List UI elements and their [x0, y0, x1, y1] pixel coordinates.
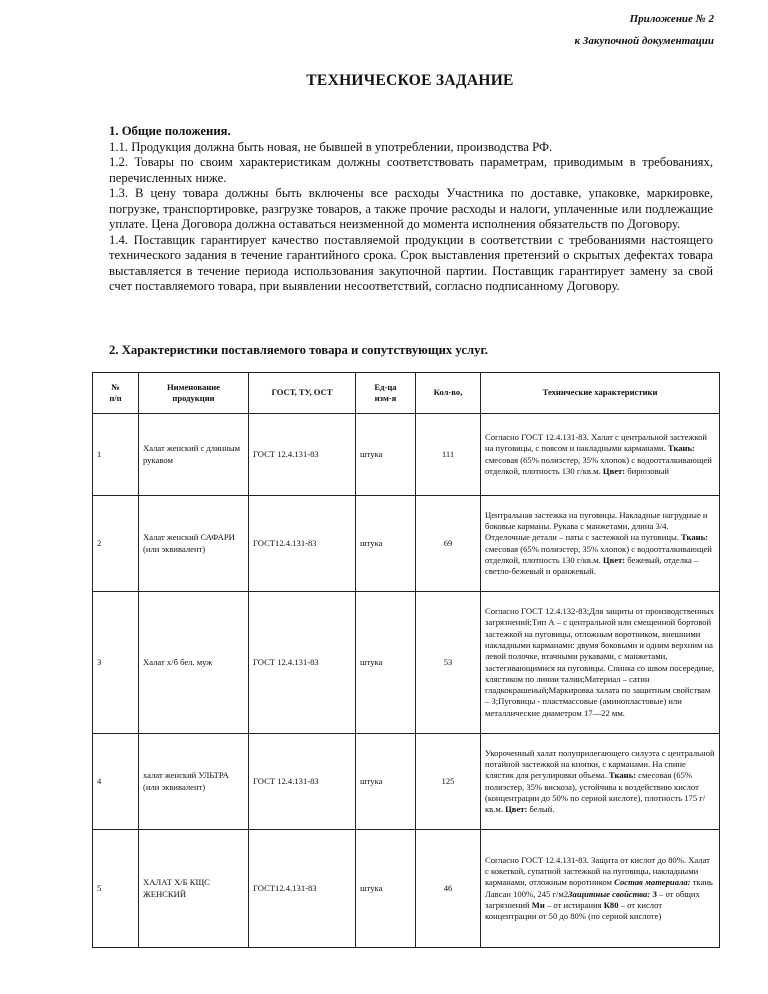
product-name: халат женский УЛЬТРА (или эквивалент): [139, 734, 249, 830]
unit: штука: [356, 496, 416, 592]
general-provisions-section: [109, 124, 713, 295]
table-row: [93, 592, 720, 734]
document-title: ТЕХНИЧЕСКОЕ ЗАДАНИЕ: [306, 72, 514, 89]
description: Согласно ГОСТ 12.4.131-83. Защита от кислот до 80%. Халат с кокеткой, супатной застежкой на пуговицы, накладными карманами, отложным воротником Состав материала: ткань Лавсан 100%, 245 г/м2Защитные свойства: З – от общих загрязнений Ми – от истирания К80 – от кислот концентрации от 50 до 80% (по серной кислоте): [481, 830, 720, 948]
description: Центральная застежка на пуговицы. Накладные нагрудные и боковые карманы. Рукава с манжетами, длина 3/4. Отделочные детали – паты с застежкой на пуговицы. Ткань: смесовая (65% полиэстер, 35% хлопок) с водоотталкивающей отделкой, плотность 130 г/кв.м. Цвет: бежевый, отделка – светло-бежевый и оранжевый.: [481, 496, 720, 592]
table-row: [93, 496, 720, 592]
section1-heading: 1. Общие положения.: [109, 124, 231, 138]
unit: штука: [356, 830, 416, 948]
row-number: 2: [93, 496, 139, 592]
section2-heading: 2. Характеристики поставляемого товара и сопутствующих услуг.: [109, 343, 488, 357]
description: Согласно ГОСТ 12.4.131-83. Халат с центральной застежкой на пуговицы, с поясом и накладными карманами. Ткань: смесовая (65% полиэстер, 35% хлопок) с водоотталкивающей отделкой, плотность 130 г/кв.м. Цвет: бирюзовый: [481, 414, 720, 496]
unit: штука: [356, 734, 416, 830]
row-number: 4: [93, 734, 139, 830]
col-header-unit: Ед-ца изм-я: [356, 373, 416, 414]
table-row: [93, 734, 720, 830]
row-number: 5: [93, 830, 139, 948]
gost-code: ГОСТ 12.4.131-83: [249, 414, 356, 496]
clause-1-4: 1.4. Поставщик гарантирует качество поставляемой продукции в соответствии с требованиями настоящего технического задания в течение гарантийного срока. Срок выставления претензий о скрытых дефектах товара выставляется в течение периода использования закупочной партии. Поставщик гарантирует замену за свой счет поставляемого товара, при выявлении несоответствий, согласно подписанному Договору.: [109, 232, 713, 293]
appendix-reference: к Закупочной документации: [574, 35, 714, 47]
gost-code: ГОСТ12.4.131-83: [249, 830, 356, 948]
product-name: Халат х/б бел. муж: [139, 592, 249, 734]
quantity: 125: [416, 734, 481, 830]
table-row: [93, 830, 720, 948]
product-name: ХАЛАТ Х/Б КЩС ЖЕНСКИЙ: [139, 830, 249, 948]
col-header-number: № п/п: [93, 373, 139, 414]
description: Согласно ГОСТ 12.4.132-83;Для защиты от производственных загрязнений;Тип А – с центральной или смещенной бортовой застежкой на пуговицы, отложным воротником, внешними накладными карманами: двумя боковыми и одним верхним на левой полочке, втачными рукавами, с манжетами, застегивающимися на пуговицы. Спинка со швом посередине, хлястиком по линии талии;Материал – сатин гладкокрашеный;Маркировка халата по защитным свойствам – З;Пуговицы - пластмассовые (аминопластовые) или металлические диаметром 17—22 мм.: [481, 592, 720, 734]
clause-1-1: 1.1. Продукция должна быть новая, не бывшей в употреблении, производства РФ.: [109, 139, 553, 154]
row-number: 3: [93, 592, 139, 734]
row-number: 1: [93, 414, 139, 496]
product-name: Халат женский с длинным рукавом: [139, 414, 249, 496]
table-header-row: [93, 373, 720, 414]
col-header-description: Технические характеристики: [481, 373, 720, 414]
quantity: 53: [416, 592, 481, 734]
col-header-name: Нименование продукции: [139, 373, 249, 414]
quantity: 69: [416, 496, 481, 592]
specification-table: [92, 372, 720, 948]
quantity: 46: [416, 830, 481, 948]
table-row: [93, 414, 720, 496]
unit: штука: [356, 414, 416, 496]
description: Укороченный халат полуприлегающего силуэта с центральной потайной застежкой на кнопки, с карманами. На спине хлястик для регулировки объема. Ткань: смесовая (65% полиэстер, 35% вискоза), устойчива к воздействию кислот (концентрации до 50% по серной кислоте), плотность 175 г/кв.м. Цвет: белый.: [481, 734, 720, 830]
unit: штука: [356, 592, 416, 734]
col-header-gost: ГОСТ, ТУ, ОСТ: [249, 373, 356, 414]
col-header-quantity: Кол-во,: [416, 373, 481, 414]
gost-code: ГОСТ 12.4.131-83: [249, 592, 356, 734]
appendix-header: [574, 8, 714, 52]
quantity: 111: [416, 414, 481, 496]
gost-code: ГОСТ 12.4.131-83: [249, 734, 356, 830]
appendix-number: Приложение № 2: [629, 13, 714, 25]
clause-1-3: 1.3. В цену товара должны быть включены все расходы Участника по доставке, упаковке, маркировке, погрузке, транспортировке, разгрузке товаров, а также прочие расходы и налоги, уплаченные или подлежащие уплате. Цена Договора должна оставаться неизменной до момента исполнения обязательств по Договору.: [109, 186, 713, 231]
product-name: Халат женский САФАРИ (или эквивалент): [139, 496, 249, 592]
clause-1-2: 1.2. Товары по своим характеристикам должны соответствовать параметрам, приводимым в требованиях, перечисленных ниже.: [109, 155, 713, 185]
gost-code: ГОСТ12.4.131-83: [249, 496, 356, 592]
